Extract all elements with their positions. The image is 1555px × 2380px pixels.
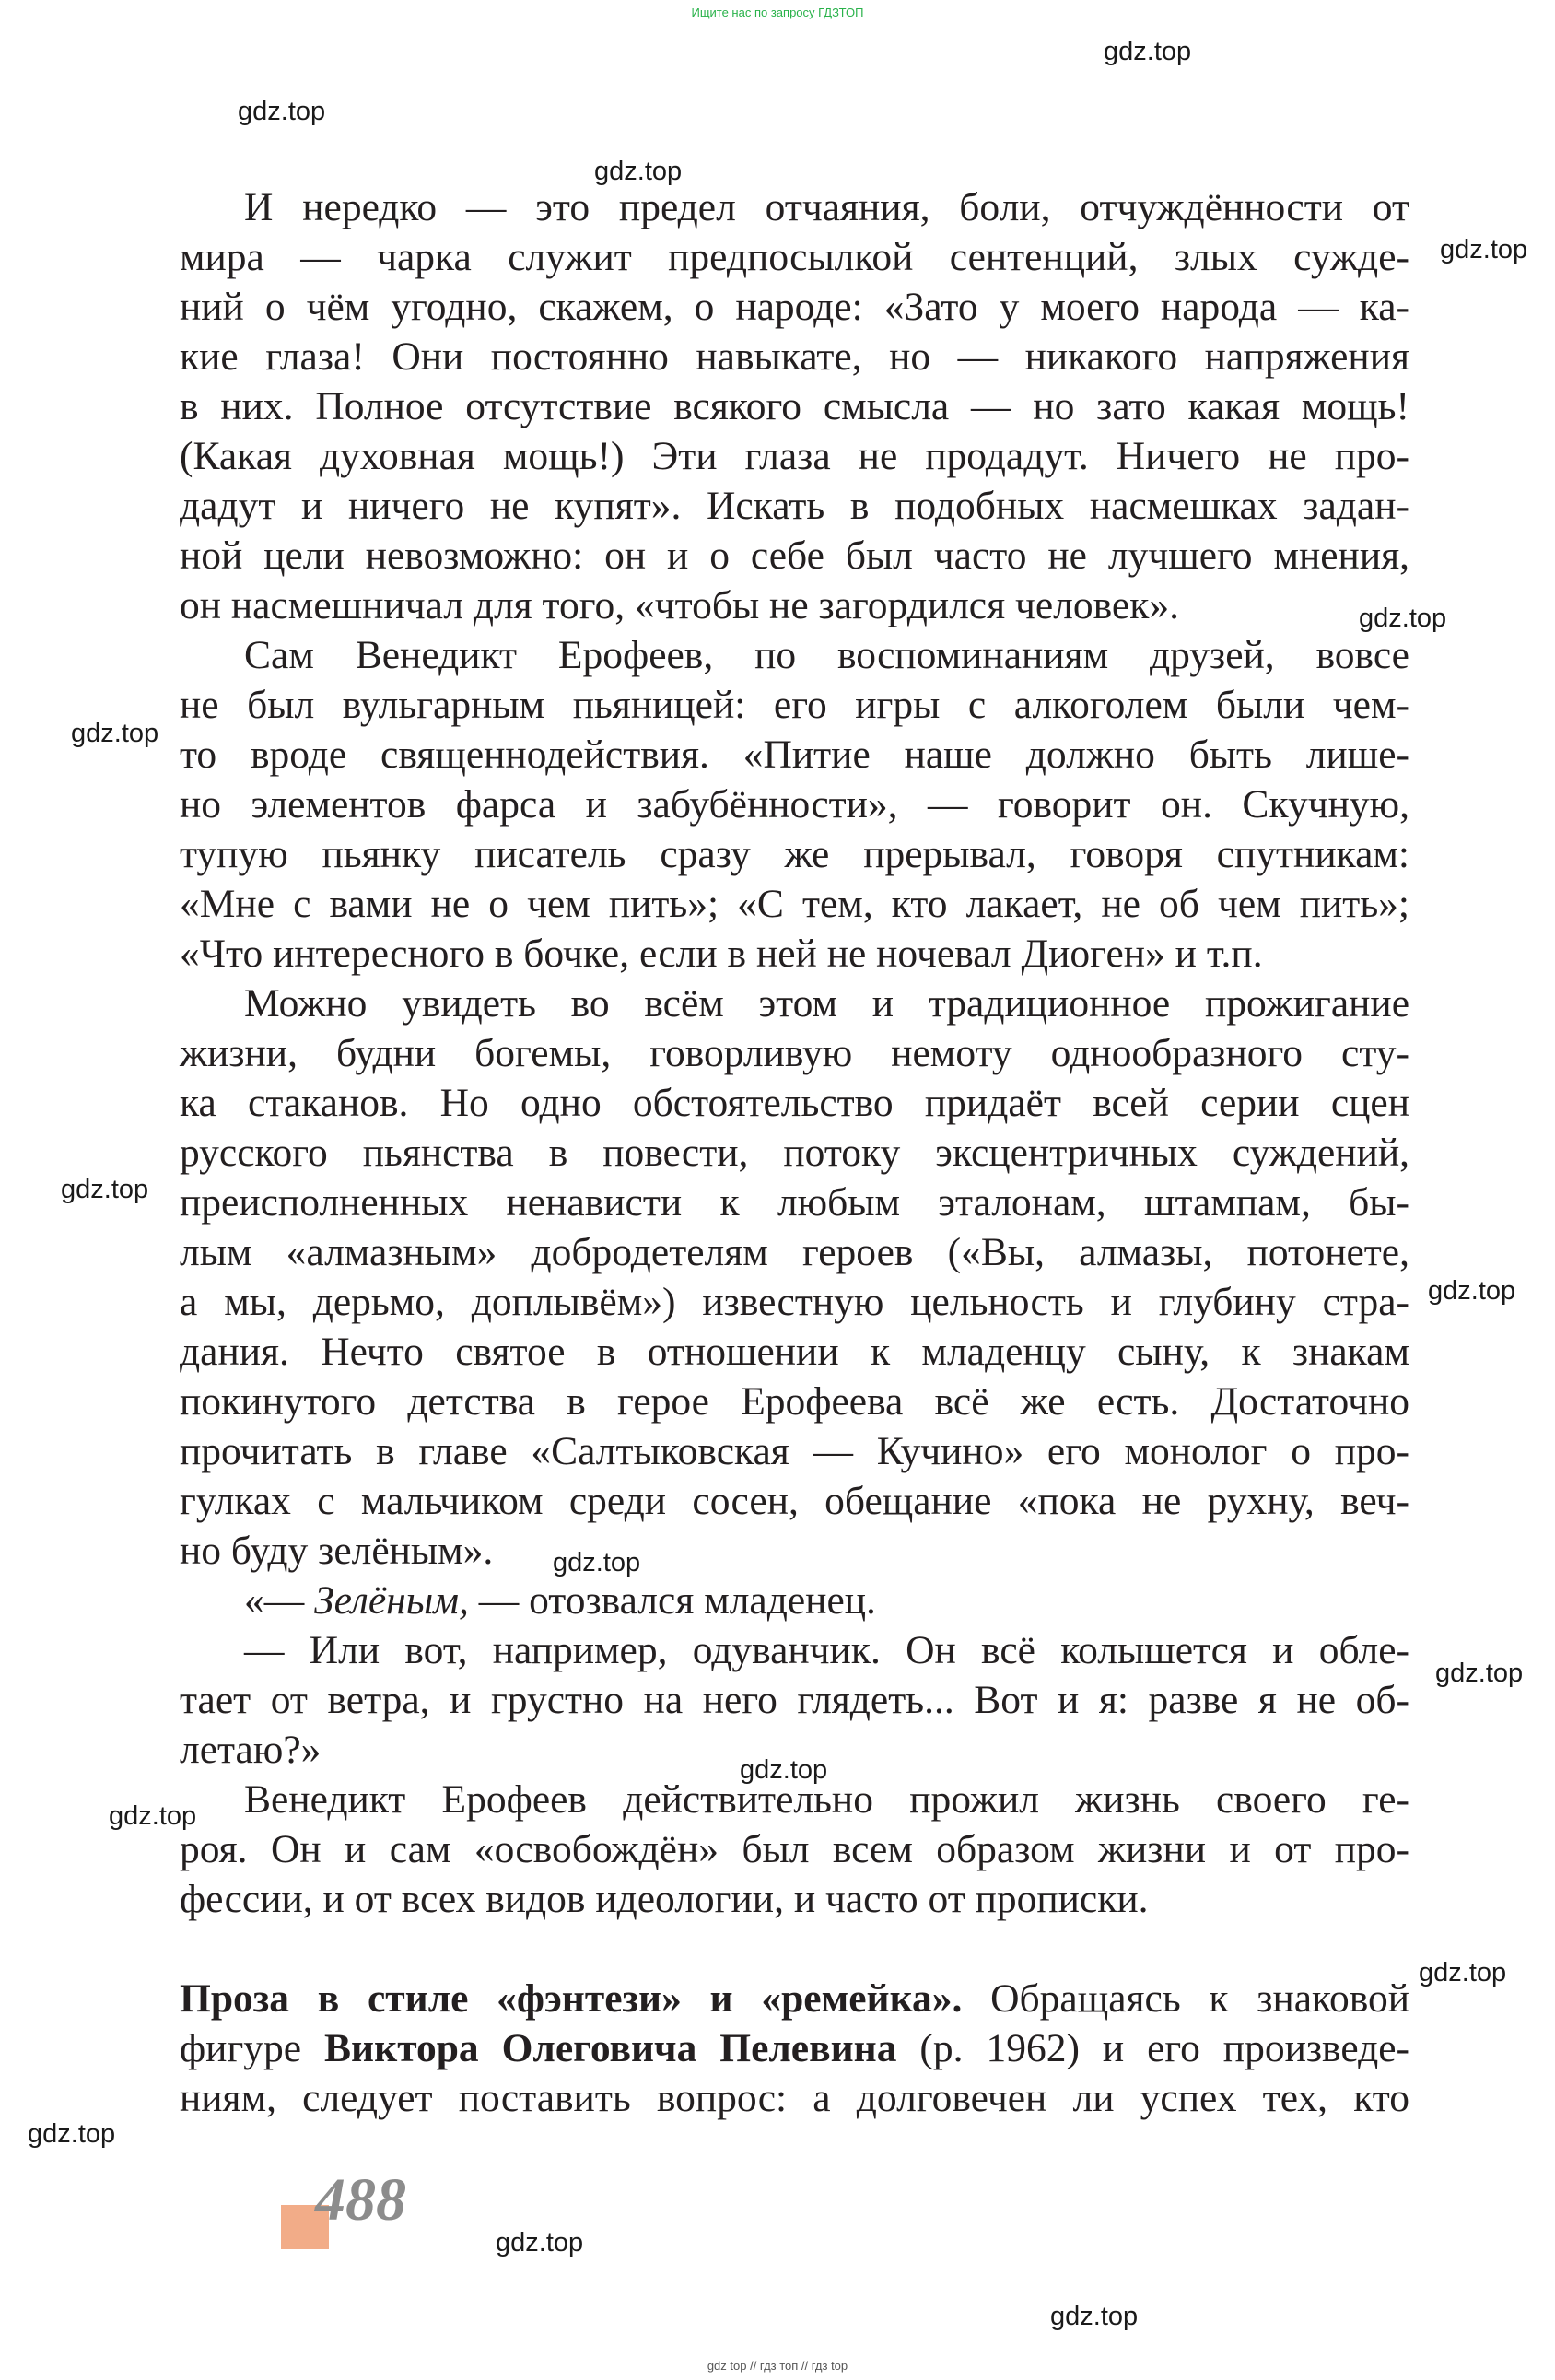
text-fragment: (р. 1962) и его произведе- <box>896 2026 1409 2070</box>
text-line: ний о чём угодно, скажем, о народе: «Зато у моего народа — ка- <box>180 285 1409 329</box>
top-search-notice: Ищите нас по запросу ГДЗТОП <box>691 6 864 19</box>
section-heading-rest: Обращаясь к знаковой <box>962 1976 1409 2021</box>
text-line: мира — чарка служит предпосылкой сентенций, злых сужде- <box>180 235 1409 279</box>
text-line: фессии, и от всех видов идеологии, и часто от прописки. <box>180 1877 1149 1921</box>
text-line: ка стаканов. Но одно обстоятельство придаёт всей серии сцен <box>180 1081 1409 1125</box>
dialogue-line: летаю?» <box>180 1728 322 1772</box>
text-line: русского пьянства в повести, потоку эксцентричных суждений, <box>180 1131 1409 1175</box>
text-line: гулках с мальчиком среди сосен, обещание «пока не рухну, веч- <box>180 1479 1409 1523</box>
watermark: gdz.top <box>61 1175 149 1204</box>
text-line: а мы, дерьмо, доплывём») известную цельность и глубину стра- <box>180 1280 1409 1324</box>
dialogue-italic-word: Зелёным, <box>314 1578 469 1623</box>
text-line: «Что интересного в бочке, если в ней не ночевал Диоген» и т.п. <box>180 932 1263 976</box>
text-line: кие глаза! Они постоянно навыкате, но — никакого напряжения <box>180 334 1409 379</box>
text-line: покинутого детства в герое Ерофеева всё же есть. Достаточно <box>180 1379 1409 1424</box>
watermark: gdz.top <box>1428 1276 1516 1306</box>
watermark: gdz.top <box>1104 37 1192 66</box>
paragraph-3 <box>180 979 1409 1576</box>
page-number: 488 <box>315 2166 406 2233</box>
text-line: то вроде священнодействия. «Питие наше должно быть лише- <box>180 733 1409 777</box>
watermark: gdz.top <box>1419 1958 1507 1987</box>
text-line: Сам Венедикт Ерофеев, по воспоминаниям друзей, вовсе <box>244 633 1409 677</box>
text-line: в них. Полное отсутствие всякого смысла — но зато какая мощь! <box>180 384 1409 428</box>
text-line: но буду зелёным». <box>180 1529 494 1573</box>
watermark: gdz.top <box>1050 2302 1139 2331</box>
text-line: (Какая духовная мощь!) Эти глаза не продадут. Ничего не про- <box>180 434 1409 478</box>
text-line: роя. Он и сам «освобождён» был всем образом жизни и от про- <box>180 1827 1409 1871</box>
watermark: gdz.top <box>496 2228 584 2257</box>
watermark: gdz.top <box>594 157 683 186</box>
text-line: он насмешничал для того, «чтобы не загордился человек». <box>180 583 1179 627</box>
dialogue-block <box>180 1576 1409 1775</box>
dialogue-line: — Или вот, например, одуванчик. Он всё колышется и обле- <box>244 1628 1409 1672</box>
watermark: gdz.top <box>1435 1659 1524 1688</box>
watermark: gdz.top <box>1440 235 1528 264</box>
paragraph-5 <box>180 1775 1409 1924</box>
text-line: жизни, будни богемы, говорливую немоту однообразного сту- <box>180 1031 1409 1075</box>
section-paragraph <box>180 1974 1409 2123</box>
watermark: gdz.top <box>109 1801 197 1831</box>
section-heading: Проза в стиле «фэнтези» и «ремейка». <box>180 1976 963 2021</box>
bottom-notice: gdz top // гдз топ // гдз top <box>707 2359 848 2373</box>
text-line: тупую пьянку писатель сразу же прерывал, говоря спутникам: <box>180 832 1409 876</box>
watermark: gdz.top <box>740 1755 828 1785</box>
section-heading-line <box>180 1974 1409 2023</box>
text-line: ниям, следует поставить вопрос: а долговечен ли успех тех, кто <box>180 2076 1409 2120</box>
dialogue-rest: — отозвался младенец. <box>468 1578 876 1623</box>
watermark: gdz.top <box>28 2119 116 2149</box>
text-line: дания. Нечто святое в отношении к младенцу сыну, к знакам <box>180 1330 1409 1374</box>
text-line: прочитать в главе «Салтыковская — Кучино» его монолог о про- <box>180 1429 1409 1473</box>
text-line: «Мне с вами не о чем пить»; «С тем, кто лакает, не об чем пить»; <box>180 882 1409 926</box>
watermark: gdz.top <box>553 1548 641 1577</box>
text-line <box>180 2023 1409 2073</box>
author-name: Виктора Олеговича Пелевина <box>324 2026 897 2070</box>
watermark: gdz.top <box>238 97 326 126</box>
watermark: gdz.top <box>71 719 159 748</box>
paragraph-1 <box>180 182 1409 630</box>
text-line: но элементов фарса и забубённости», — говорит он. Скучную, <box>180 782 1409 827</box>
text-fragment: фигуре <box>180 2026 325 2070</box>
text-line: преисполненных ненависти к любым эталонам, штампам, бы- <box>180 1180 1409 1225</box>
text-line: Можно увидеть во всём этом и традиционное прожигание <box>244 981 1409 1026</box>
text-line: дадут и ничего не купят». Искать в подобных насмешках задан- <box>180 484 1409 528</box>
text-line: не был вульгарным пьяницей: его игры с алкоголем были чем- <box>180 683 1409 727</box>
dialogue-line <box>180 1576 1409 1625</box>
paragraph-2 <box>180 630 1409 979</box>
text-line: лым «алмазным» добродетелям героев («Вы, алмазы, потонете, <box>180 1230 1409 1274</box>
text-line: ной цели невозможно: он и о себе был часто не лучшего мнения, <box>180 533 1409 578</box>
dialogue-line: тает от ветра, и грустно на него глядеть... Вот и я: разве я не об- <box>180 1678 1409 1722</box>
text-line: И нередко — это предел отчаяния, боли, отчуждённости от <box>244 185 1409 229</box>
dialogue-quote-open: «— <box>244 1578 315 1623</box>
text-line: Венедикт Ерофеев действительно прожил жизнь своего ге- <box>244 1777 1409 1822</box>
watermark: gdz.top <box>1359 604 1447 633</box>
